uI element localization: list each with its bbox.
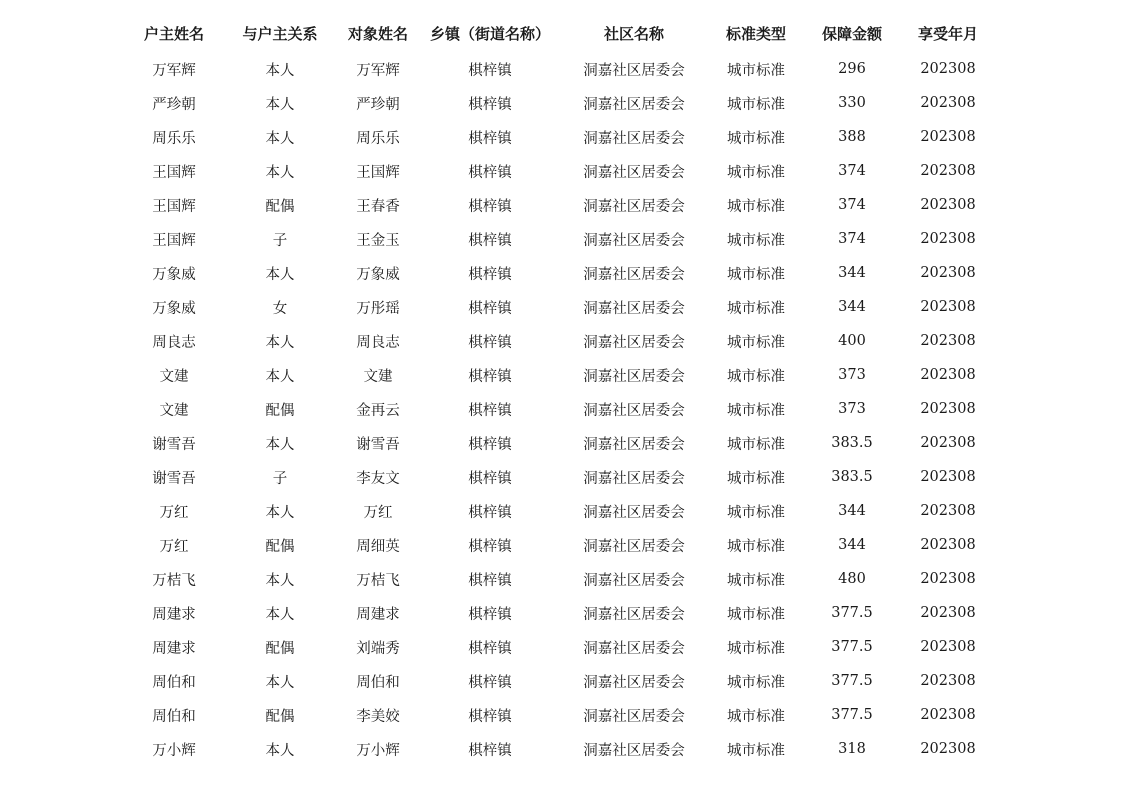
period-cell: 202308 [920,639,976,655]
household-head-cell: 万红 [159,538,189,555]
township-cell: 棋梓镇 [468,742,512,759]
amount-cell: 344 [838,503,866,519]
table-row [126,86,998,120]
period-cell: 202308 [920,61,976,77]
community-cell: 洞嘉社区居委会 [583,742,685,759]
household-head-cell: 王国辉 [152,232,196,249]
relationship-cell: 本人 [265,334,295,351]
period-cell: 202308 [920,537,976,553]
period-cell: 202308 [920,741,976,757]
table-row [126,256,998,290]
township-cell: 棋梓镇 [468,164,512,181]
standard-type-cell: 城市标准 [727,130,785,147]
township-cell: 棋梓镇 [468,300,512,317]
table-row [126,324,998,358]
table-row [126,52,998,86]
assistance-table [126,14,998,766]
community-cell: 洞嘉社区居委会 [583,674,685,691]
table-row [126,290,998,324]
township-cell: 棋梓镇 [468,606,512,623]
standard-type-cell: 城市标准 [727,742,785,759]
community-cell: 洞嘉社区居委会 [583,572,685,589]
recipient-name-cell: 周细英 [356,538,400,555]
community-cell: 洞嘉社区居委会 [583,368,685,385]
col-header-recipient-name: 对象姓名 [347,24,408,43]
recipient-name-cell: 李友文 [356,470,400,487]
household-head-cell: 万小辉 [152,742,196,759]
community-cell: 洞嘉社区居委会 [583,334,685,351]
standard-type-cell: 城市标准 [727,606,785,623]
relationship-cell: 本人 [265,572,295,589]
table-row [126,120,998,154]
relationship-cell: 本人 [265,130,295,147]
household-head-cell: 万象威 [152,266,196,283]
household-head-cell: 周建求 [152,606,196,623]
period-cell: 202308 [920,197,976,213]
period-cell: 202308 [920,673,976,689]
amount-cell: 377.5 [831,707,873,723]
relationship-cell: 本人 [265,436,295,453]
standard-type-cell: 城市标准 [727,640,785,657]
recipient-name-cell: 刘端秀 [356,640,400,657]
standard-type-cell: 城市标准 [727,62,785,79]
relationship-cell: 配偶 [265,640,295,657]
community-cell: 洞嘉社区居委会 [583,402,685,419]
household-head-cell: 周乐乐 [152,130,196,147]
amount-cell: 383.5 [831,435,873,451]
standard-type-cell: 城市标准 [727,572,785,589]
period-cell: 202308 [920,503,976,519]
relationship-cell: 配偶 [265,538,295,555]
amount-cell: 377.5 [831,639,873,655]
amount-cell: 318 [838,741,866,757]
amount-cell: 383.5 [831,469,873,485]
community-cell: 洞嘉社区居委会 [583,130,685,147]
table-row [126,528,998,562]
period-cell: 202308 [920,163,976,179]
document-page [0,14,1122,766]
amount-cell: 373 [838,367,866,383]
township-cell: 棋梓镇 [468,708,512,725]
amount-cell: 377.5 [831,605,873,621]
standard-type-cell: 城市标准 [727,232,785,249]
table-row [126,630,998,664]
household-head-cell: 万象威 [152,300,196,317]
household-head-cell: 王国辉 [152,164,196,181]
period-cell: 202308 [920,231,976,247]
community-cell: 洞嘉社区居委会 [583,640,685,657]
table-row [126,732,998,766]
period-cell: 202308 [920,367,976,383]
amount-cell: 388 [838,129,866,145]
recipient-name-cell: 周良志 [356,334,400,351]
period-cell: 202308 [920,605,976,621]
standard-type-cell: 城市标准 [727,96,785,113]
township-cell: 棋梓镇 [468,538,512,555]
township-cell: 棋梓镇 [468,572,512,589]
household-head-cell: 万军辉 [152,62,196,79]
amount-cell: 296 [838,61,866,77]
col-header-household-head: 户主姓名 [143,24,204,43]
recipient-name-cell: 文建 [363,368,393,385]
period-cell: 202308 [920,571,976,587]
community-cell: 洞嘉社区居委会 [583,470,685,487]
amount-cell: 373 [838,401,866,417]
household-head-cell: 周建求 [152,640,196,657]
household-head-cell: 文建 [159,402,189,419]
standard-type-cell: 城市标准 [727,470,785,487]
recipient-name-cell: 谢雪吾 [356,436,400,453]
col-header-township: 乡镇（街道名称） [429,24,550,43]
township-cell: 棋梓镇 [468,368,512,385]
relationship-cell: 女 [272,300,288,317]
amount-cell: 374 [838,163,866,179]
relationship-cell: 子 [272,232,288,249]
standard-type-cell: 城市标准 [727,334,785,351]
recipient-name-cell: 金再云 [356,402,400,419]
recipient-name-cell: 周建求 [356,606,400,623]
relationship-cell: 本人 [265,674,295,691]
table-row [126,188,998,222]
recipient-name-cell: 万小辉 [356,742,400,759]
table-row [126,494,998,528]
recipient-name-cell: 王国辉 [356,164,400,181]
recipient-name-cell: 周伯和 [356,674,400,691]
standard-type-cell: 城市标准 [727,198,785,215]
relationship-cell: 本人 [265,606,295,623]
table-body [126,52,998,766]
period-cell: 202308 [920,333,976,349]
township-cell: 棋梓镇 [468,198,512,215]
relationship-cell: 本人 [265,96,295,113]
relationship-cell: 配偶 [265,198,295,215]
township-cell: 棋梓镇 [468,62,512,79]
community-cell: 洞嘉社区居委会 [583,96,685,113]
period-cell: 202308 [920,95,976,111]
amount-cell: 400 [838,333,866,349]
recipient-name-cell: 严珍朝 [356,96,400,113]
township-cell: 棋梓镇 [468,674,512,691]
col-header-standard-type: 标准类型 [725,24,786,43]
table-row [126,460,998,494]
relationship-cell: 配偶 [265,708,295,725]
standard-type-cell: 城市标准 [727,674,785,691]
amount-cell: 480 [838,571,866,587]
relationship-cell: 本人 [265,164,295,181]
township-cell: 棋梓镇 [468,470,512,487]
household-head-cell: 万红 [159,504,189,521]
period-cell: 202308 [920,707,976,723]
community-cell: 洞嘉社区居委会 [583,708,685,725]
township-cell: 棋梓镇 [468,266,512,283]
community-cell: 洞嘉社区居委会 [583,164,685,181]
col-header-relationship: 与户主关系 [242,24,318,43]
relationship-cell: 本人 [265,266,295,283]
household-head-cell: 谢雪吾 [152,470,196,487]
amount-cell: 344 [838,299,866,315]
household-head-cell: 万桔飞 [152,572,196,589]
col-header-period: 享受年月 [917,24,978,43]
amount-cell: 374 [838,231,866,247]
township-cell: 棋梓镇 [468,96,512,113]
table-row [126,596,998,630]
table-row [126,222,998,256]
township-cell: 棋梓镇 [468,436,512,453]
period-cell: 202308 [920,401,976,417]
township-cell: 棋梓镇 [468,130,512,147]
township-cell: 棋梓镇 [468,640,512,657]
recipient-name-cell: 万桔飞 [356,572,400,589]
amount-cell: 344 [838,537,866,553]
community-cell: 洞嘉社区居委会 [583,504,685,521]
table-row [126,358,998,392]
recipient-name-cell: 万军辉 [356,62,400,79]
amount-cell: 344 [838,265,866,281]
community-cell: 洞嘉社区居委会 [583,62,685,79]
table-row [126,562,998,596]
community-cell: 洞嘉社区居委会 [583,538,685,555]
relationship-cell: 配偶 [265,402,295,419]
household-head-cell: 王国辉 [152,198,196,215]
table-row [126,664,998,698]
household-head-cell: 周伯和 [152,708,196,725]
recipient-name-cell: 万象威 [356,266,400,283]
household-head-cell: 严珍朝 [152,96,196,113]
township-cell: 棋梓镇 [468,334,512,351]
recipient-name-cell: 万彤瑶 [356,300,400,317]
relationship-cell: 本人 [265,504,295,521]
period-cell: 202308 [920,435,976,451]
relationship-cell: 本人 [265,368,295,385]
recipient-name-cell: 万红 [363,504,393,521]
amount-cell: 377.5 [831,673,873,689]
community-cell: 洞嘉社区居委会 [583,232,685,249]
community-cell: 洞嘉社区居委会 [583,606,685,623]
household-head-cell: 周良志 [152,334,196,351]
township-cell: 棋梓镇 [468,504,512,521]
relationship-cell: 本人 [265,742,295,759]
amount-cell: 374 [838,197,866,213]
relationship-cell: 子 [272,470,288,487]
table-row [126,426,998,460]
household-head-cell: 文建 [159,368,189,385]
col-header-amount: 保障金额 [821,24,882,43]
table-row [126,698,998,732]
standard-type-cell: 城市标准 [727,300,785,317]
period-cell: 202308 [920,265,976,281]
household-head-cell: 周伯和 [152,674,196,691]
period-cell: 202308 [920,129,976,145]
amount-cell: 330 [838,95,866,111]
relationship-cell: 本人 [265,62,295,79]
standard-type-cell: 城市标准 [727,368,785,385]
standard-type-cell: 城市标准 [727,538,785,555]
standard-type-cell: 城市标准 [727,266,785,283]
period-cell: 202308 [920,469,976,485]
household-head-cell: 谢雪吾 [152,436,196,453]
community-cell: 洞嘉社区居委会 [583,436,685,453]
community-cell: 洞嘉社区居委会 [583,300,685,317]
community-cell: 洞嘉社区居委会 [583,266,685,283]
township-cell: 棋梓镇 [468,402,512,419]
col-header-community: 社区名称 [603,24,664,43]
standard-type-cell: 城市标准 [727,402,785,419]
community-cell: 洞嘉社区居委会 [583,198,685,215]
period-cell: 202308 [920,299,976,315]
recipient-name-cell: 王春香 [356,198,400,215]
recipient-name-cell: 李美姣 [356,708,400,725]
standard-type-cell: 城市标准 [727,436,785,453]
recipient-name-cell: 王金玉 [356,232,400,249]
standard-type-cell: 城市标准 [727,164,785,181]
table-row [126,154,998,188]
table-row [126,392,998,426]
standard-type-cell: 城市标准 [727,708,785,725]
standard-type-cell: 城市标准 [727,504,785,521]
recipient-name-cell: 周乐乐 [356,130,400,147]
township-cell: 棋梓镇 [468,232,512,249]
header-row [126,14,998,52]
